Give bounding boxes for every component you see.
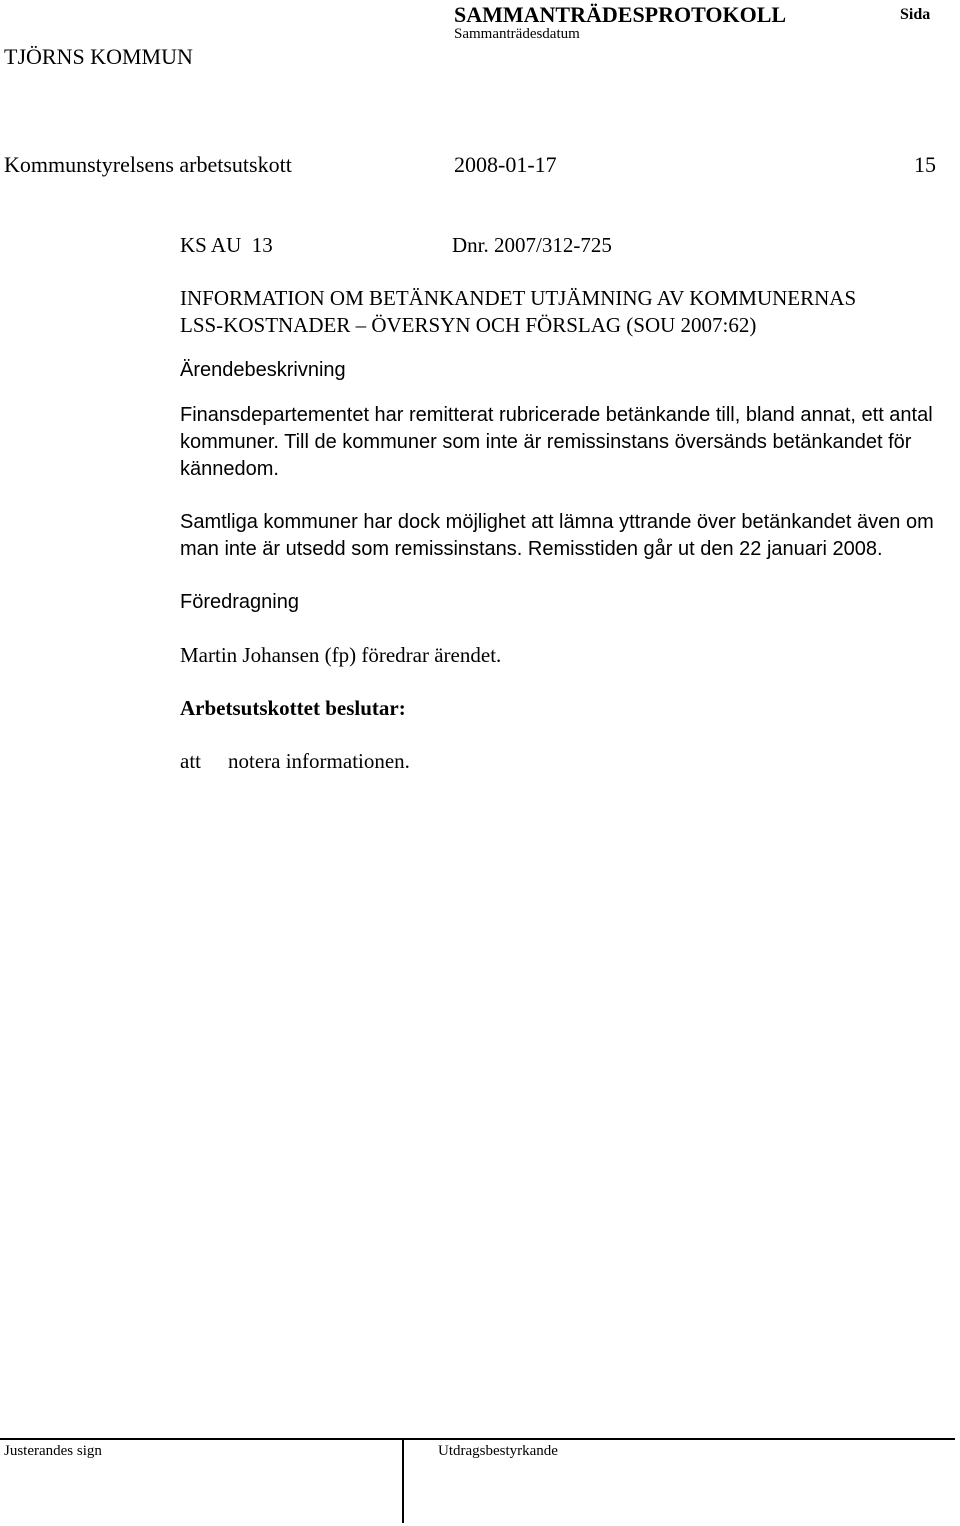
municipality-name: TJÖRNS KOMMUN [4,44,193,69]
decision-heading: Arbetsutskottet beslutar: [180,696,406,720]
presentation-heading: Föredragning [180,591,299,613]
description-paragraph-1: Finansdepartementet har remitterat rubricerade betänkande till, bland annat, ett antal kommuner. Till de kommuner som inte är remissinstans översänds betänkandet för kännedom. [180,404,933,480]
presentation-text: Martin Johansen (fp) föredrar ärendet. [180,643,502,667]
footer-rule [0,1438,955,1440]
decision-text: notera informationen. [228,749,410,773]
agenda-item [180,232,955,775]
item-title [180,285,955,339]
reference-row [180,232,955,259]
item-title-line-2: LSS-KOSTNADER – ÖVERSYN OCH FÖRSLAG (SOU 2007:62) [180,313,757,337]
committee-name: Kommunstyrelsens arbetsutskott [4,152,292,177]
case-number: KS AU 13 [180,233,273,257]
certification-label: Utdragsbestyrkande [438,1443,558,1459]
description-heading: Ärendebeskrivning [180,359,346,381]
protocol-title: SAMMANTRÄDESPROTOKOLL [454,2,787,27]
item-title-line-1: INFORMATION OM BETÄNKANDET UTJÄMNING AV KOMMUNERNAS [180,286,857,310]
decision-lead: att [180,749,201,773]
page-label: Sida [900,6,931,23]
meeting-date: 2008-01-17 [454,152,557,177]
description-paragraph-2: Samtliga kommuner har dock möjlighet att lämna yttrande över betänkandet även om man inte är utsedd som remissinstans. Remisstiden går ut den 22 januari 2008. [180,511,934,560]
registry-number: Dnr. 2007/312-725 [452,233,612,257]
footer-divider [402,1438,404,1523]
decision-row [180,748,955,775]
date-label: Sammanträdesdatum [454,26,580,42]
signature-label: Justerandes sign [4,1443,102,1459]
page-number: 15 [914,152,936,177]
